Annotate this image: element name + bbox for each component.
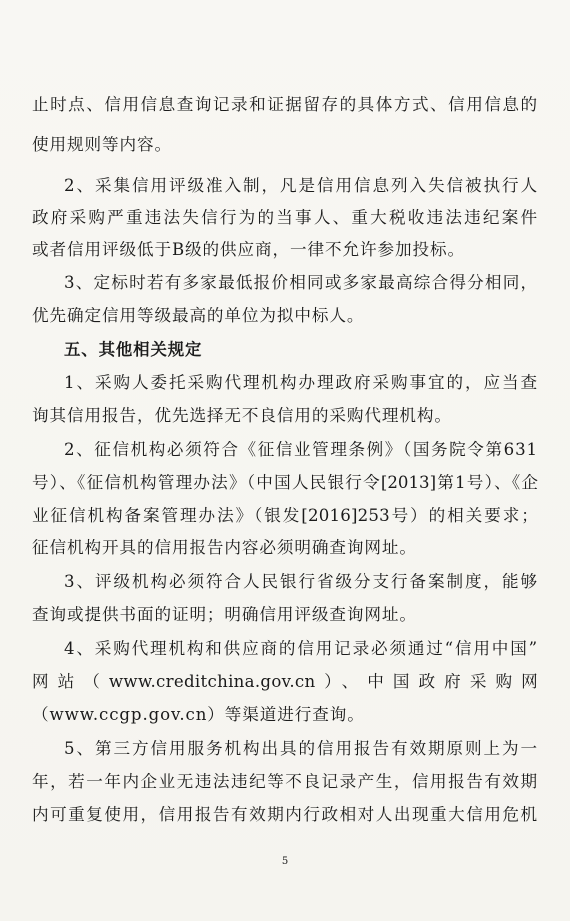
text-line: （www.ccgp.gov.cn）等渠道进行查询。 [32, 705, 365, 724]
text-line: 使用规则等内容。 [32, 135, 172, 154]
text-line: 优先确定信用等级最高的单位为拟中标人。 [32, 306, 365, 325]
text-line: 或者信用评级低于B级的供应商，一律不允许参加投标。 [32, 240, 465, 259]
section-heading: 五、其他相关规定 [64, 340, 203, 359]
text-line: 征信机构开具的信用报告内容必须明确查询网址。 [32, 538, 417, 557]
text-line: 号）、《征信机构管理办法》（中国人民银行令[2013]第1号）、《企 [32, 473, 538, 492]
text-line: 业征信机构备案管理办法》（银发[2016]253号）的相关要求； [32, 506, 538, 525]
text-line: 止时点、信用信息查询记录和证据留存的具体方式、信用信息的 [32, 95, 538, 114]
paragraph-line: 3、定标时若有多家最低报价相同或多家最高综合得分相同， [64, 273, 538, 292]
paragraph-line: 4、采购代理机构和供应商的信用记录必须通过“信用中国” [64, 639, 538, 658]
paragraph-line: 2、征信机构必须符合《征信业管理条例》（国务院令第631 [64, 440, 538, 459]
text-line: 年，若一年内企业无违法违纪等不良记录产生，信用报告有效期 [32, 772, 538, 791]
text-line: 内可重复使用，信用报告有效期内行政相对人出现重大信用危机 [32, 805, 538, 824]
paragraph-line: 5、第三方信用服务机构出具的信用报告有效期原则上为一 [64, 739, 538, 758]
page-number: 5 [281, 856, 289, 867]
text-line: 政府采购严重违法失信行为的当事人、重大税收违法违纪案件 [32, 208, 538, 227]
paragraph-line: 3、评级机构必须符合人民银行省级分支行备案制度，能够 [64, 572, 538, 591]
text-line: 查询或提供书面的证明；明确信用评级查询网址。 [32, 605, 417, 624]
paragraph-line: 1、采购人委托采购代理机构办理政府采购事宜的，应当查 [64, 373, 538, 392]
text-line: 询其信用报告，优先选择无不良信用的采购代理机构。 [32, 406, 452, 425]
paragraph-line: 2、采集信用评级准入制，凡是信用信息列入失信被执行人 [64, 176, 538, 195]
text-line: 网站（www.creditchina.gov.cn）、中国政府采购网 [32, 672, 538, 691]
